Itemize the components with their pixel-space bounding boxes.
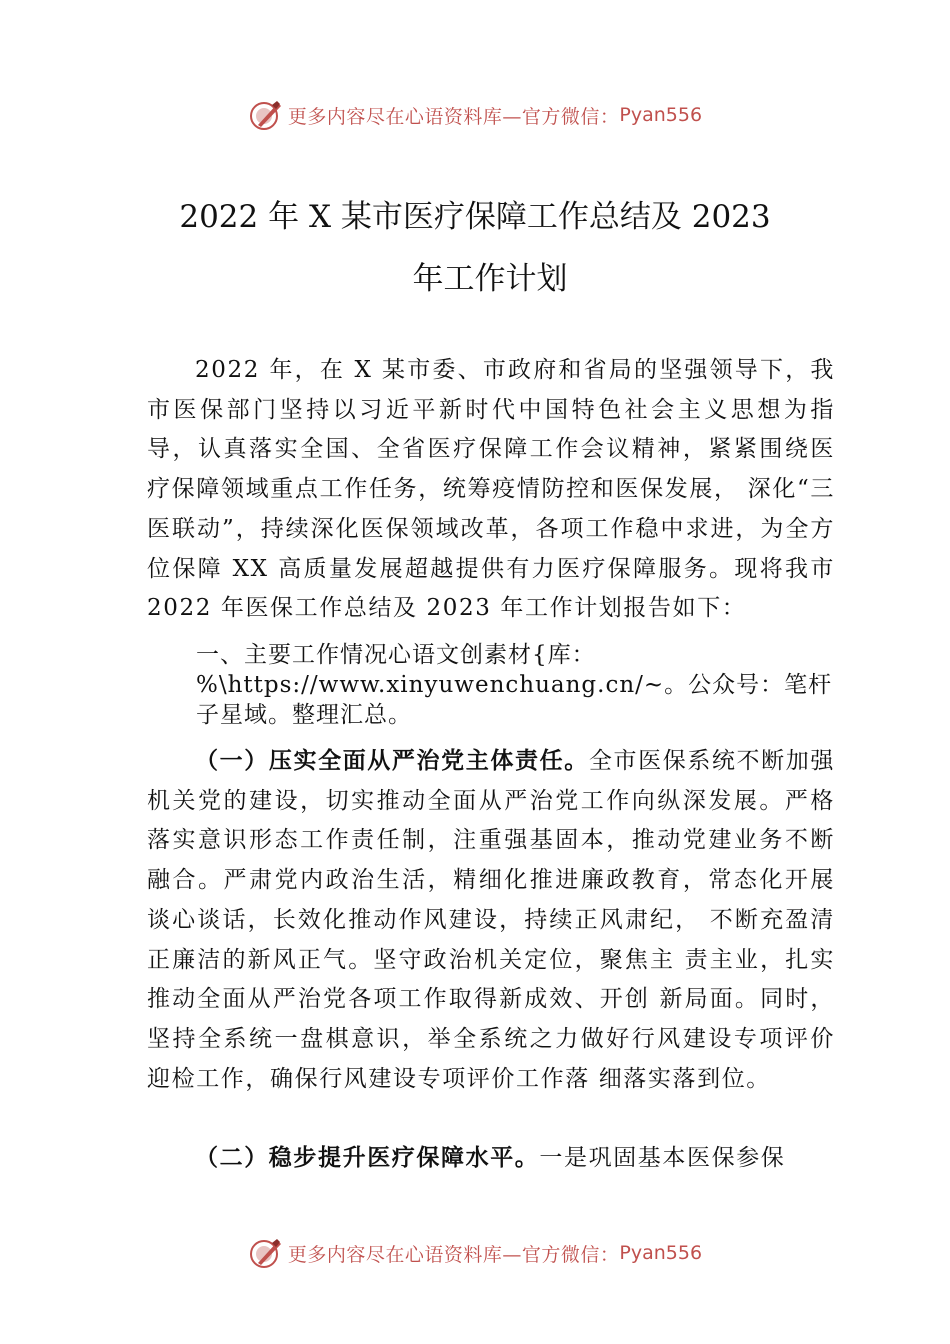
quill-logo-icon [248,97,284,133]
intro-paragraph: 2022 年，在 X 某市委、市政府和省局的坚强领导下，我市医保部门坚持以习近平新时代中国特色社会主义思想为指导，认真落实全国、全省医疗保障工作会议精神，紧紧围绕医疗保障领域重点工作任务，统筹疫情防控和医保发展， 深化“三医联动”，持续深化医保领域改革，各项工作稳中求进，为全方位保障 XX 高质量发展超越提供有力医疗保障服务。现将我市 2022 年医保工作总结及 2023 年工作计划报告如下： [147,357,835,622]
item-2-paragraph [147,1138,835,1179]
title-line-2: 年工作计划 [412,261,568,297]
section-heading-1: 一、主要工作情况心语文创素材{库：%\https://www.xinyuwenchuang.cn/~。公众号：笔杆子星域。整理汇总。 [196,642,833,728]
item-2-lead: （二）稳步提升医疗保障水平。 [195,1144,540,1171]
banner-wechat-id: Pyan556 [619,1242,703,1264]
title-line-1: 2022 年 X 某市医疗保障工作总结及 2023 [179,199,771,235]
item-1-lead: （一）压实全面从严治党主体责任。 [195,747,589,774]
footer-banner [0,1233,950,1273]
item-1-paragraph [147,741,835,1099]
item-1-body: 全市医保系统不断加强机关党的建设，切实推动全面从严治党工作向纵深发展。严格落实意识形态工作责任制，注重强基固本，推动党建业务不断融合。严肃党内政治生活，精细化推进廉政教育，常态化开展谈心谈话，长效化推动作风建设，持续正风肃纪， 不断充盈清正廉洁的新风正气。坚守政治机关定位，聚焦主 责主业，扎实推动全面从严治党各项工作取得新成效、开创 新局面。同时，坚持全系统一盘棋意识，举全系统之力做好行风建设专项评价迎检工作，确保行风建设专项评价工作落 细落实落到位。 [147,748,835,1092]
item-2-body: 一是巩固基本医保参保 [539,1145,786,1171]
banner-text: 更多内容尽在心语资料库—官方微信： [287,1243,620,1266]
quill-logo-icon [248,1235,284,1271]
header-banner [0,95,950,135]
banner-wechat-id: Pyan556 [619,104,703,126]
banner-text: 更多内容尽在心语资料库—官方微信： [287,105,620,128]
